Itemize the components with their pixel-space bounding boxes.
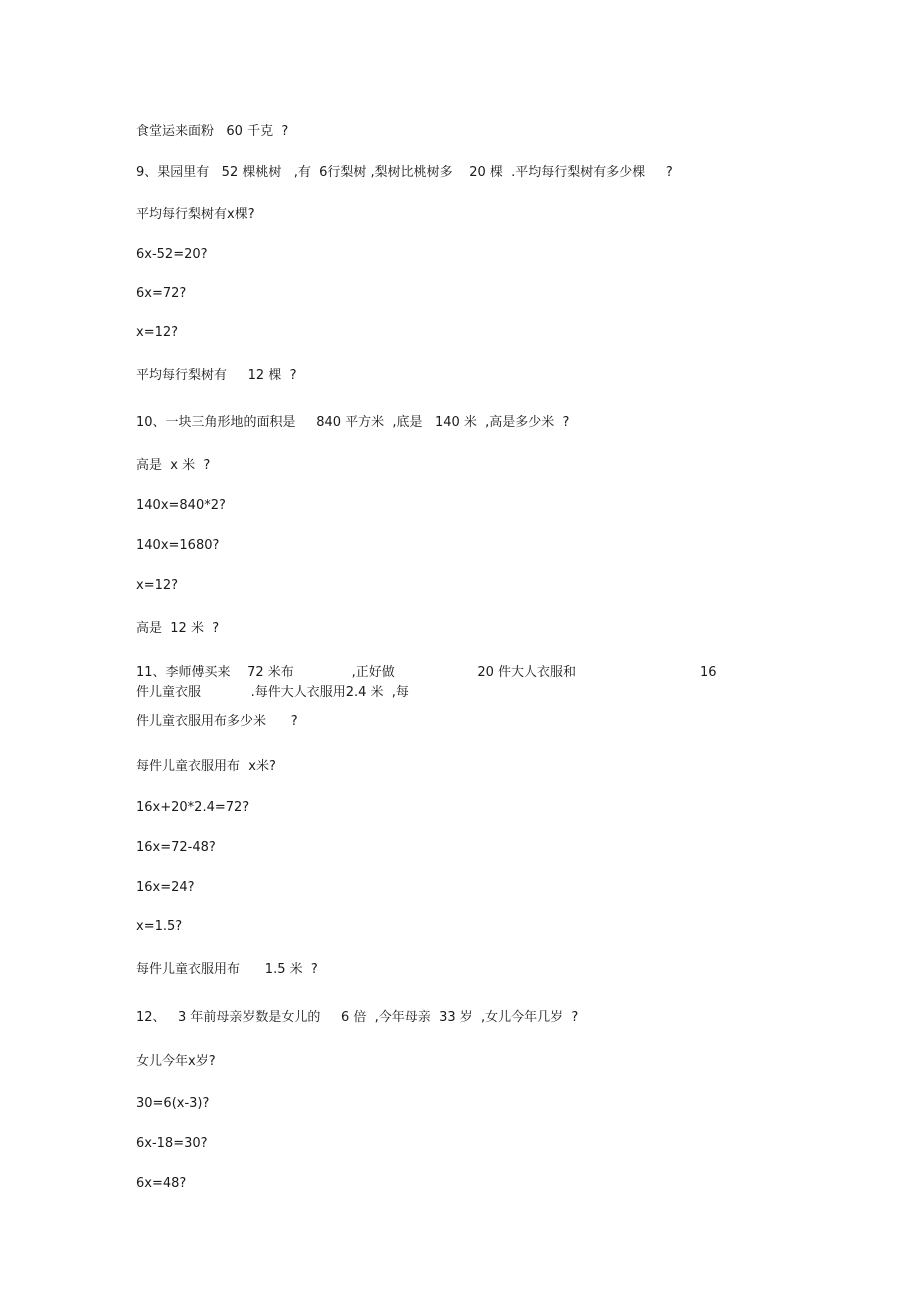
equation-line: x=12? <box>136 325 179 340</box>
equation-line: x=12? <box>136 578 179 593</box>
equation-line: 16x=72-48? <box>136 840 216 855</box>
equation-line: 16x=24? <box>136 880 195 895</box>
problem-11-statement-cont: 件儿童衣服用布多少米 ? <box>136 714 298 729</box>
problem-12-statement: 12、 3 年前母亲岁数是女儿的 6 倍 ,今年母亲 33 岁 ,女儿今年几岁 ? <box>136 1010 579 1025</box>
equation-line: 6x=48? <box>136 1176 187 1191</box>
equation-line: 6x-18=30? <box>136 1136 208 1151</box>
text-line: 高是 x 米 ? <box>136 458 211 473</box>
problem-10-statement: 10、一块三角形地的面积是 840 平方米 ,底是 140 米 ,高是多少米 ? <box>136 415 570 430</box>
problem-11-statement: 11、李师傅买来 72 米布 ,正好做 20 件大人衣服和 16 <box>136 665 717 680</box>
text-line: 食堂运来面粉 60 千克 ? <box>136 124 289 139</box>
equation-line: 6x-52=20? <box>136 247 208 262</box>
answer-line: 平均每行梨树有 12 棵 ? <box>136 368 297 383</box>
equation-line: 16x+20*2.4=72? <box>136 800 250 815</box>
answer-line: 高是 12 米 ? <box>136 621 220 636</box>
equation-line: 140x=1680? <box>136 538 220 553</box>
text-line: 女儿今年x岁? <box>136 1054 216 1069</box>
equation-line: 140x=840*2? <box>136 498 226 513</box>
answer-line: 每件儿童衣服用布 1.5 米 ? <box>136 962 318 977</box>
problem-11-statement-cont: 件儿童衣服 .每件大人衣服用2.4 米 ,每 <box>136 685 409 700</box>
text-line: 每件儿童衣服用布 x米? <box>136 759 276 774</box>
problem-9-statement: 9、果园里有 52 棵桃树 ,有 6行梨树 ,梨树比桃树多 20 棵 .平均每行梨树有多少棵 ? <box>136 165 673 180</box>
equation-line: 6x=72? <box>136 286 187 301</box>
equation-line: x=1.5? <box>136 919 183 934</box>
equation-line: 30=6(x-3)? <box>136 1096 210 1111</box>
text-line: 平均每行梨树有x棵? <box>136 207 255 222</box>
